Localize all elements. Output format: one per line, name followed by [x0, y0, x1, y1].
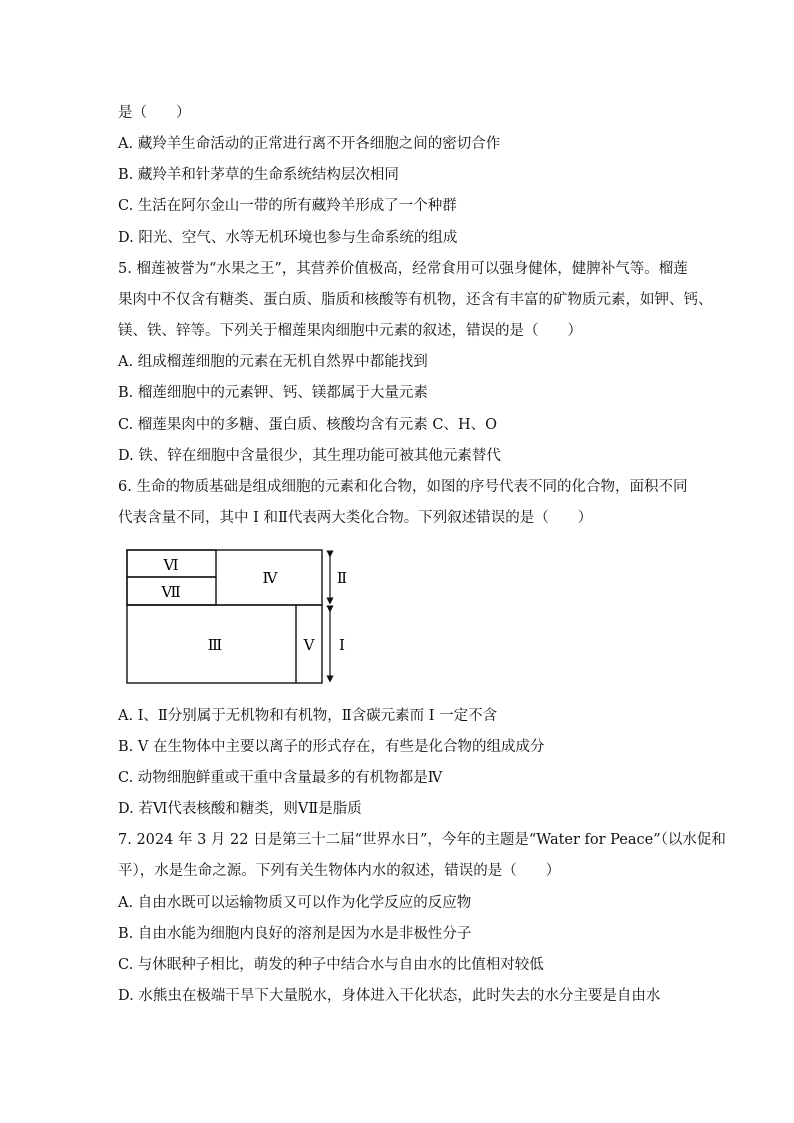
text-line: 6. 生命的物质基础是组成细胞的元素和化合物，如图的序号代表不同的化合物，面积不同 [118, 479, 688, 495]
block-I-outline [127, 605, 322, 683]
label-IV: Ⅳ [262, 569, 278, 587]
label-VI: Ⅵ [163, 556, 179, 574]
text-line: C. 榴莲果肉中的多糖、蛋白质、核酸均含有元素 C、H、O [118, 417, 498, 433]
text-line: B. 榴莲细胞中的元素钾、钙、镁都属于大量元素 [118, 385, 428, 401]
diagram-svg [118, 540, 358, 690]
label-I: I [339, 636, 345, 654]
text-line: 是（ ） [118, 105, 191, 121]
text-line: C. 与休眠种子相比，萌发的种子中结合水与自由水的比值相对较低 [118, 957, 544, 973]
text-line: C. 动物细胞鲜重或干重中含量最多的有机物都是Ⅳ [118, 770, 443, 786]
text-line: D. 水熊虫在极端干旱下大量脱水，身体进入干化状态，此时失去的水分主要是自由水 [118, 988, 661, 1004]
text-line: D. 阳光、空气、水等无机环境也参与生命系统的组成 [118, 230, 458, 246]
text-line: A. 自由水既可以运输物质又可以作为化学反应的反应物 [118, 895, 472, 911]
label-VII: Ⅶ [161, 583, 181, 601]
text-line: 7. 2024 年 3 月 22 日是第三十二届“世界水日”，今年的主题是“Water for Peace”（以水促和 [118, 832, 726, 848]
text-line: B. V 在生物体中主要以离子的形式存在，有些是化合物的组成成分 [118, 739, 545, 755]
text-line: 平），水是生命之源。下列有关生物体内水的叙述，错误的是（ ） [118, 863, 561, 879]
text-line: A. 藏羚羊生命活动的正常进行离不开各细胞之间的密切合作 [118, 136, 501, 152]
text-line: C. 生活在阿尔金山一带的所有藏羚羊形成了一个种群 [118, 198, 457, 214]
text-line: 果肉中不仅含有糖类、蛋白质、脂质和核酸等有机物，还含有丰富的矿物质元素，如钾、钙、 [118, 292, 713, 308]
label-II: Ⅱ [336, 569, 348, 587]
label-III: Ⅲ [207, 636, 223, 654]
compound-area-diagram [118, 540, 358, 690]
text-line: D. 铁、锌在细胞中含量很少，其生理功能可被其他元素替代 [118, 448, 501, 464]
text-line: A. I、Ⅱ分别属于无机物和有机物，Ⅱ含碳元素而 I 一定不含 [118, 708, 498, 724]
text-line: A. 组成榴莲细胞的元素在无机自然界中都能找到 [118, 354, 428, 370]
text-line: 5. 榴莲被誉为“水果之王”，其营养价值极高，经常食用可以强身健体，健脾补气等。榴莲 [118, 261, 688, 277]
text-line: 代表含量不同，其中 I 和Ⅱ代表两大类化合物。下列叙述错误的是（ ） [118, 510, 593, 526]
text-line: B. 藏羚羊和针茅草的生命系统结构层次相同 [118, 167, 399, 183]
text-line: B. 自由水能为细胞内良好的溶剂是因为水是非极性分子 [118, 926, 472, 942]
text-line: D. 若Ⅵ代表核酸和糖类，则ⅤⅡ是脂质 [118, 801, 362, 817]
text-line: 镁、铁、锌等。下列关于榴莲果肉细胞中元素的叙述，错误的是（ ） [118, 323, 582, 339]
label-V: Ⅴ [303, 636, 315, 654]
